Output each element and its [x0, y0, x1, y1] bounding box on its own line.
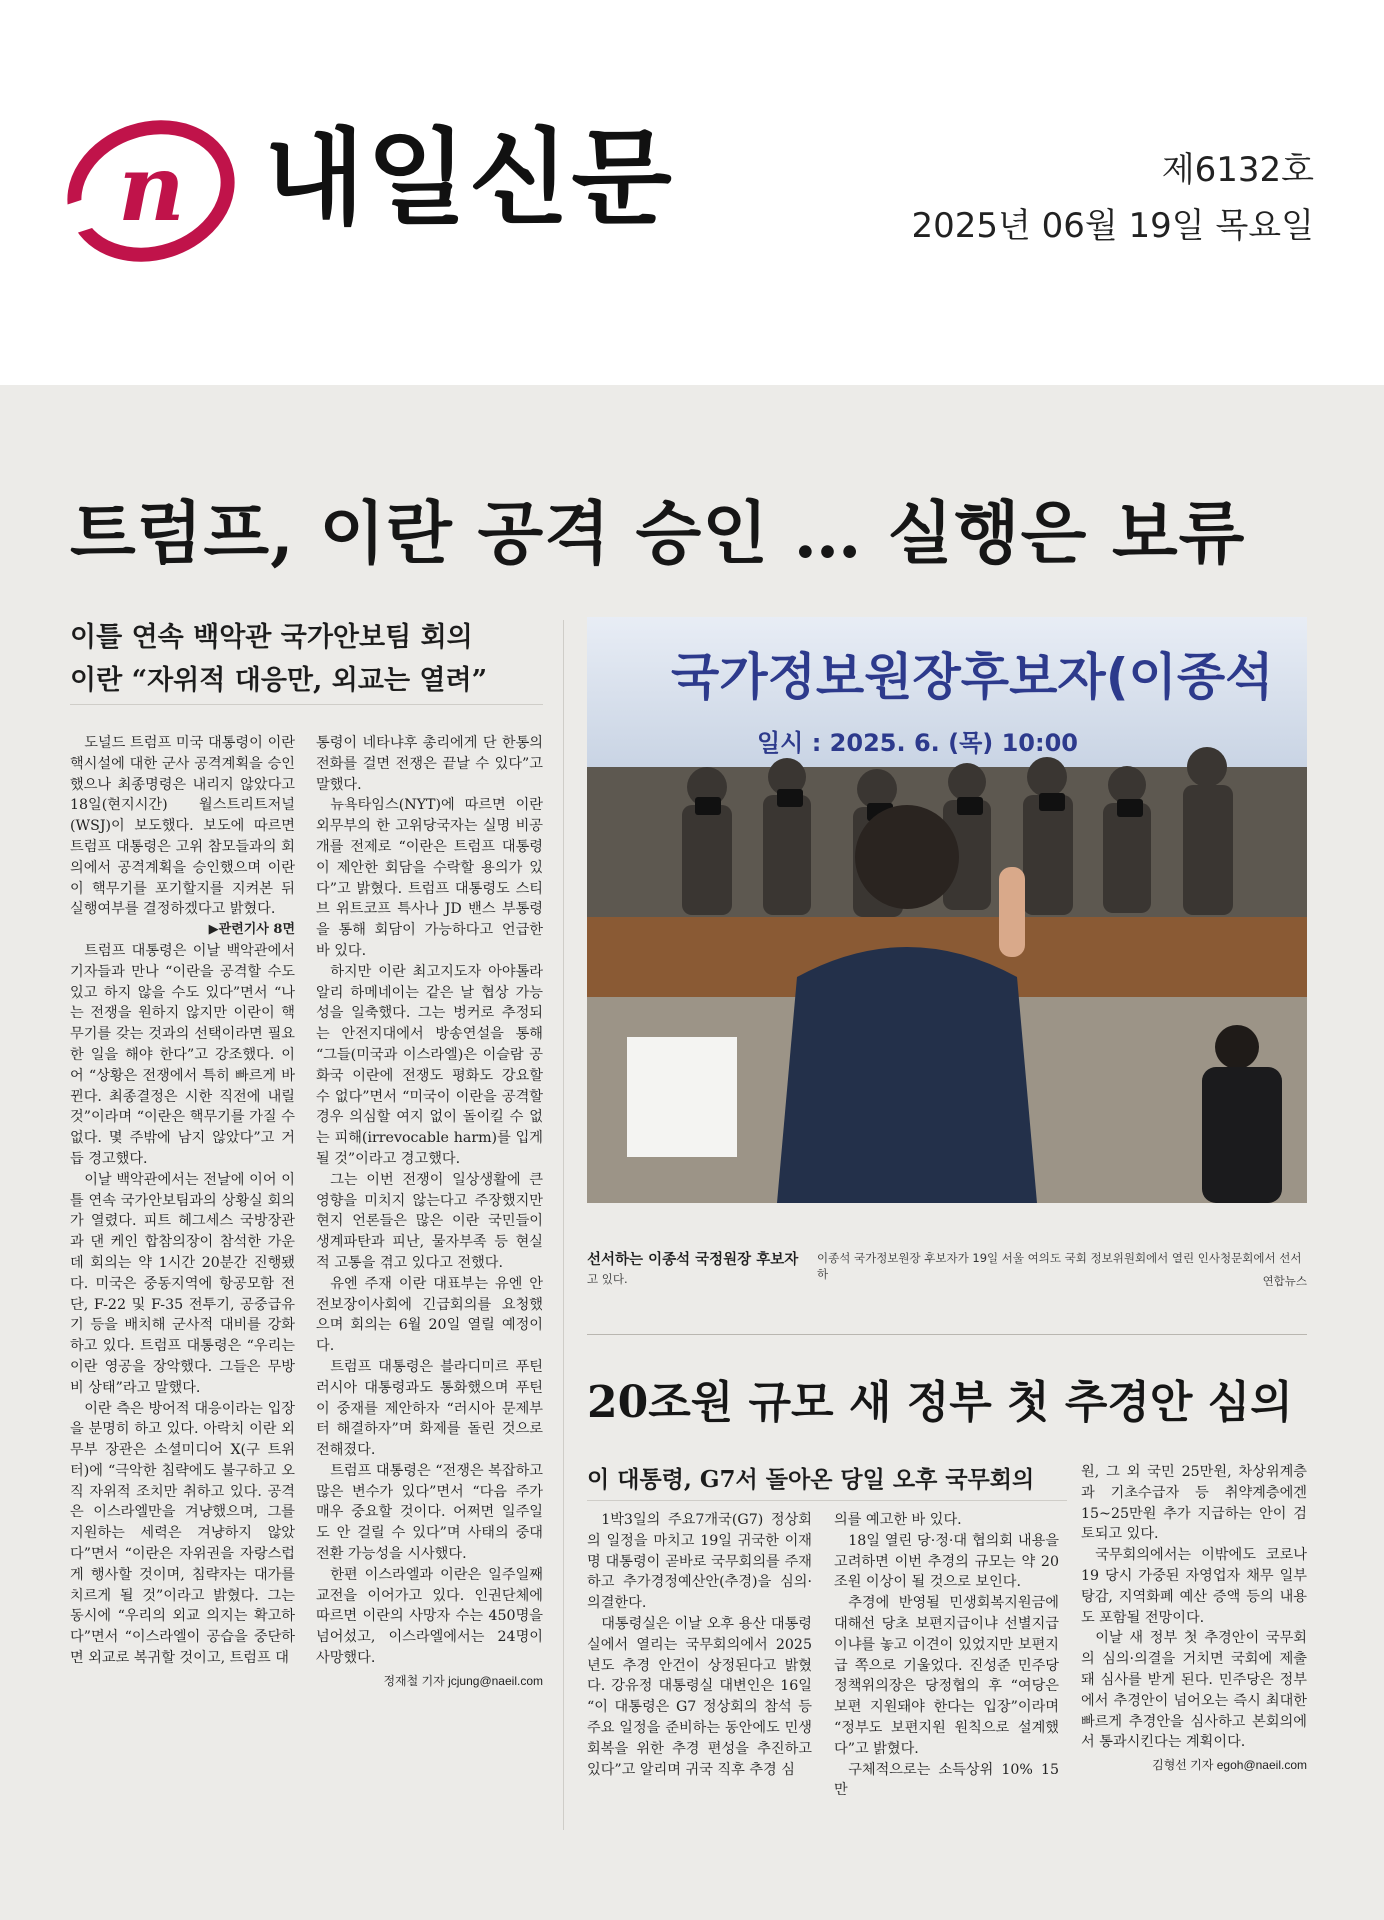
photo-caption-title: 선서하는 이종석 국정원장 후보자	[587, 1252, 799, 1268]
paragraph: 유엔 주재 이란 대표부는 유엔 안전보장이사회에 긴급회의를 요청했으며 회의는 6월 20일 열릴 예정이다.	[316, 1275, 543, 1355]
issue-number: 제6132호	[1161, 150, 1314, 190]
photo-credit: 연합뉴스	[1262, 1274, 1307, 1288]
paragraph: 트럼프 대통령은 “전쟁은 복잡하고 많은 변수가 있다”면서 “다음 주가 매우 중요할 것이다. 어쩌면 일주일도 안 걸릴 수 있다”며 사태의 중대 전환 가능성을 시사했다.	[316, 1462, 543, 1563]
paragraph: 하지만 이란 최고지도자 아야톨라 알리 하메네이는 같은 날 협상 가능성을 일축했다. 그는 벙커로 추정되는 안전지대에서 방송연설을 통해 “그들(미국과 이스라엘)은 이슬람 공화국 이란에 전쟁도 평화도 강요할 수 없다”면서 “미국이 이란을 공격할 경우 의심할 여지 없이 돌이킬 수 없는 피해(irrevocable harm)를 입게 될 것”이라고 경고했다.	[316, 963, 543, 1167]
paragraph: 1박3일의 주요7개국(G7) 정상회의 일정을 마치고 19일 귀국한 이재명 대통령이 곧바로 국무회의를 주재하고 추가경정예산안(추경)을 심의·의결한다.	[587, 1512, 812, 1612]
article1-subhead-1: 이틀 연속 백악관 국가안보팀 회의	[70, 622, 473, 653]
main-headline: 트럼프, 이란 공격 승인 … 실행은 보류	[70, 494, 1246, 574]
article2-column-1	[587, 1510, 812, 1780]
paragraph: 국무회의에서는 이밖에도 코로나19 당시 가중된 자영업자 채무 일부 탕감, 지역화폐 예산 증액 등의 내용도 포함될 전망이다.	[1081, 1547, 1307, 1626]
divider	[70, 704, 543, 705]
hearing-scene-illustration	[587, 617, 1307, 1203]
byline: 김형선 기자 egoh@naeil.com	[1152, 1758, 1307, 1773]
banner-title: 국가정보원장후보자(이종석	[671, 648, 1274, 706]
news-photo	[587, 617, 1307, 1203]
issue-date: 2025년 06월 19일 목요일	[911, 206, 1314, 246]
article2-column-2	[834, 1510, 1059, 1801]
paragraph: 트럼프 대통령은 이날 백악관에서 기자들과 만나 “이란을 공격할 수도 있고 하지 않을 수도 있다”면서 “나는 전쟁을 원하지 않지만 이란이 핵무기를 갖는 것과의 선택이라면 필요한 일을 해야 한다”고 강조했다. 이어 “상황은 전쟁에서 특히 빠르게 바뀐다. 최종결정은 시한 직전에 내릴 것”이라며 “이란은 핵무기를 가질 수 없다. 몇 주밖에 남지 않았다”고 거듭 경고했다.	[70, 942, 295, 1167]
paragraph: 한편 이스라엘과 이란은 일주일째 교전을 이어가고 있다. 인권단체에 따르면 이란의 사망자 수는 450명을 넘어섰고, 이스라엘에서는 24명이 사망했다.	[316, 1566, 543, 1667]
paragraph: 18일 열린 당·정·대 협의회 내용을 고려하면 이번 추경의 규모는 약 20조원 이상이 될 것으로 보인다.	[834, 1532, 1059, 1591]
column-divider	[563, 620, 564, 1830]
paragraph: 대통령실은 이날 오후 용산 대통령실에서 열리는 국무회의에서 2025년도 추경 안건이 상정된다고 밝혔다. 강유정 대통령실 대변인은 16일 “이 대통령은 G7 정상회의 참석 등 주요 일정을 준비하는 동안에도 민생회복을 위한 추경 편성을 추진하고 있다”고 알리며 귀국 직후 추경 심	[587, 1615, 812, 1778]
article1-subhead-2: 이란 “자위적 대응만, 외교는 열려”	[70, 665, 488, 696]
article1-column-1	[70, 733, 295, 1669]
article2-subhead: 이 대통령, G7서 돌아온 당일 오후 국무회의	[587, 1466, 1035, 1493]
paragraph: 트럼프 대통령은 블라디미르 푸틴 러시아 대통령과도 통화했으며 푸틴이 중재를 제안하자 “러시아 문제부터 해결하자”며 화제를 돌린 것으로 전해졌다.	[316, 1358, 543, 1459]
naeil-logo-icon	[66, 116, 236, 266]
article2-column-3	[1081, 1462, 1307, 1776]
related-article-link[interactable]: ▶관련기사 8면	[208, 922, 295, 938]
photo-caption-cont: 고 있다.	[587, 1272, 628, 1286]
logo-letter: n	[118, 134, 185, 242]
paragraph: 의를 예고한 바 있다.	[834, 1512, 962, 1528]
newspaper-name: 내일신문	[264, 117, 674, 239]
paragraph: 이날 새 정부 첫 추경안이 국무회의 심의·의결을 거치면 국회에 제출돼 심사를 받게 된다. 민주당은 정부에서 추경안이 넘어오는 즉시 최대한 빠르게 추경안을 심사하고 본회의에서 통과시킨다는 계획이다.	[1081, 1630, 1307, 1751]
paragraph: 구체적으로는 소득상위 10% 15만	[834, 1761, 1059, 1799]
paragraph: 도널드 트럼프 미국 대통령이 이란 핵시설에 대한 군사 공격계획을 승인했으나 최종명령은 내리지 않았다고 18일(현지시간) 월스트리트저널(WSJ)이 보도했다. 보도에 따르면 트럼프 대통령은 고위 참모들과의 회의에서 공격계획을 승인했으며 이란이 핵무기를 포기할지를 지켜본 뒤 실행여부를 결정하겠다고 밝혔다.	[70, 735, 295, 918]
paragraph: 그는 이번 전쟁이 일상생활에 큰 영향을 미치지 않는다고 주장했지만 현지 언론들은 많은 이란 국민들이 생계파탄과 피난, 물자부족 등 현실적 고통을 겪고 있다고 전했다.	[316, 1171, 543, 1271]
article2-headline: 20조원 규모 새 정부 첫 추경안 심의	[587, 1377, 1293, 1428]
divider	[587, 1500, 1067, 1501]
article1-column-2	[316, 733, 543, 1692]
banner-date: 일시 : 2025. 6. (목) 10:00	[757, 729, 1078, 757]
divider	[587, 1334, 1307, 1335]
paragraph: 통령이 네타냐후 총리에게 단 한통의 전화를 걸면 전쟁은 끝날 수 있다”고 말했다.	[316, 735, 543, 793]
paragraph: 이란 측은 방어적 대응이라는 입장을 분명히 하고 있다. 아락치 이란 외무부 장관은 소셜미디어 X(구 트위터)에 “극악한 침략에도 불구하고 오직 자위적 조치만 취하고 있다. 공격은 이스라엘만을 겨냥했으며, 그를 지원하는 세력은 겨냥하지 않았다”면서 “이란은 자위권을 자랑스럽게 행사할 것이며, 침략자는 대가를 치르게 될 것”이라고 밝혔다. 그는 동시에 “우리의 외교 의지는 확고하다”면서 “이스라엘이 공습을 중단하면 외교로 복귀할 것이고, 트럼프 대	[70, 1400, 295, 1667]
paragraph: 원, 그 외 국민 25만원, 차상위계층과 기초수급자 등 취약계층에겐 15~25만원 추가 지급하는 안이 검토되고 있다.	[1081, 1464, 1307, 1543]
paragraph: 추경에 반영될 민생회복지원금에 대해선 당초 보편지급이냐 선별지급이냐를 놓고 이견이 있었지만 보편지급 쪽으로 기울었다. 진성준 민주당 정책위의장은 당정협의 후 “여당은 보편 지원돼야 한다는 입장”이라며 “정부도 보편지원 원칙으로 설계했다”고 밝혔다.	[834, 1595, 1059, 1757]
paragraph: 뉴욕타임스(NYT)에 따르면 이란 외무부의 한 고위당국자는 실명 비공개를 전제로 “이란은 트럼프 대통령이 제안한 회담을 수락할 용의가 있다”고 밝혔다. 트럼프 대통령도 스티브 위트코프 특사나 JD 밴스 부통령을 통해 회담이 가능하다고 언급한 바 있다.	[316, 797, 543, 959]
photo-caption: 이종석 국가정보원장 후보자가 19일 서울 여의도 국회 정보위원회에서 열린 인사청문회에서 선서하	[817, 1251, 1302, 1281]
masthead	[0, 0, 1384, 385]
paragraph: 이날 백악관에서는 전날에 이어 이틀 연속 국가안보팀과의 상황실 회의가 열렸다. 피트 헤그세스 국방장관과 댄 케인 합참의장이 참석한 가운데 회의는 약 1시간 20분간 진행됐다. 미국은 중동지역에 항공모함 전단, F-22 및 F-35 전투기, 공중급유기 등을 배치해 군사적 대비를 강화하고 있다. 트럼프 대통령은 “우리는 이란 영공을 장악했다. 그들은 무방비 상태”라고 말했다.	[70, 1171, 295, 1396]
byline: 정재철 기자 jcjung@naeil.com	[383, 1673, 543, 1688]
